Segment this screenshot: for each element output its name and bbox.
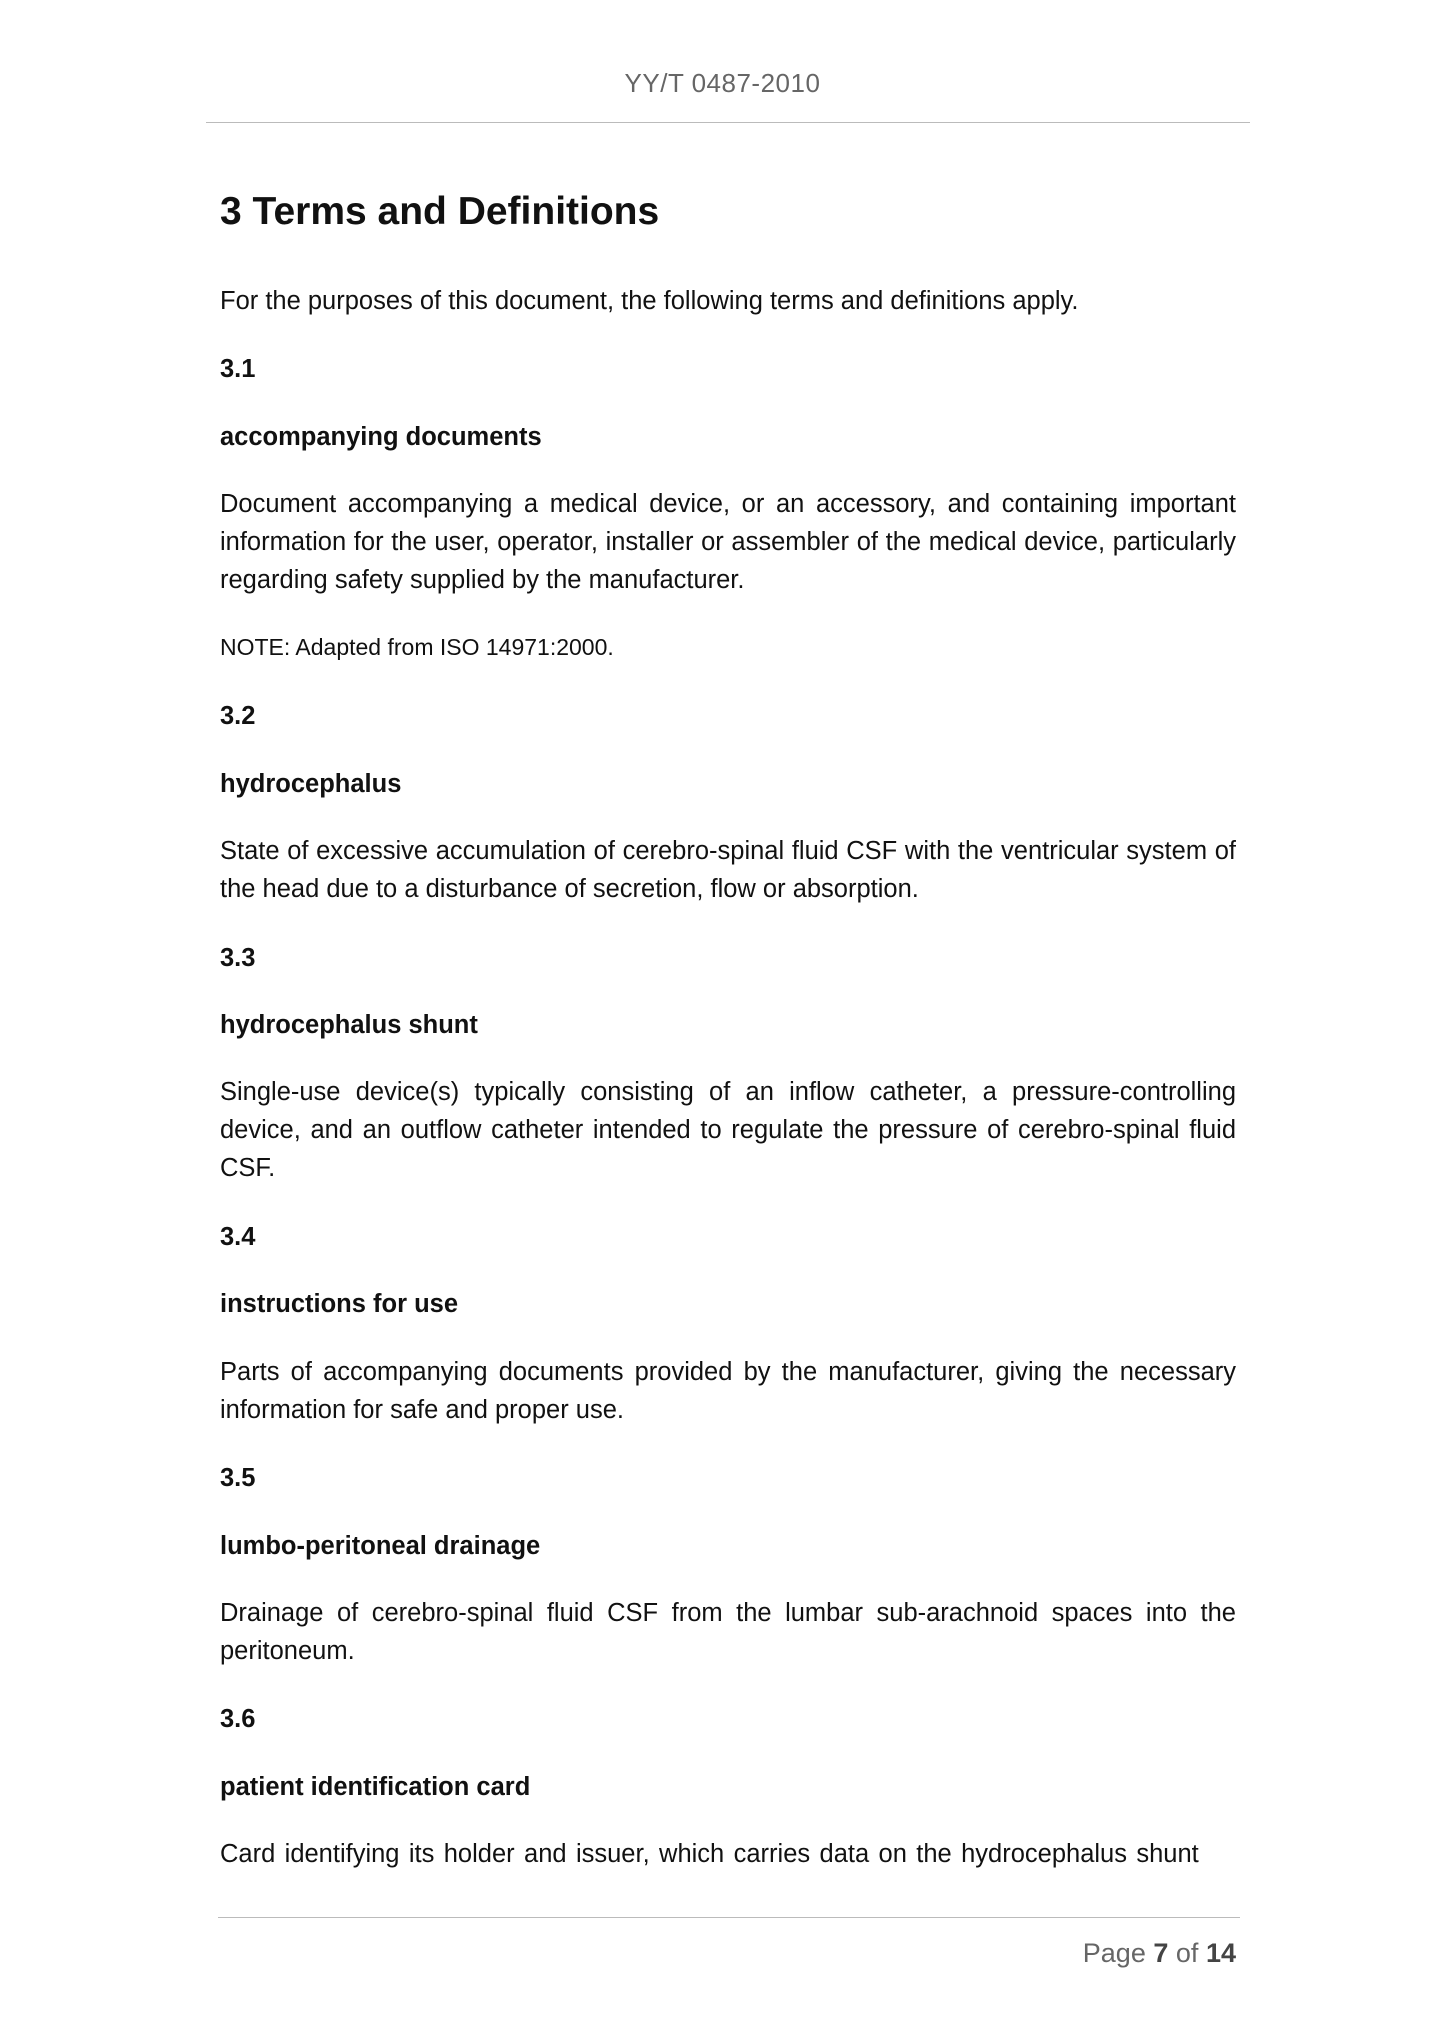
running-header: YY/T 0487-2010 xyxy=(624,68,821,98)
term-number: 3.6 xyxy=(220,1705,256,1733)
term-number: 3.4 xyxy=(220,1223,256,1251)
term-definition: Single-use device(s) typically consisting of an inflow catheter, a pressure-controlling device, and an outflow catheter intended to regulate the pressure of cerebro-spinal fluid CSF. xyxy=(220,1078,1236,1182)
term-definition: State of excessive accumulation of cerebro-spinal fluid CSF with the ventricular system of the head due to a disturbance of secretion, flow or absorption. xyxy=(220,837,1236,903)
header-divider xyxy=(206,122,1250,123)
term-definition: Parts of accompanying documents provided by the manufacturer, giving the necessary information for safe and proper use. xyxy=(220,1358,1236,1424)
term-name: instructions for use xyxy=(220,1290,459,1318)
page-number xyxy=(1083,1938,1236,1969)
term-name: hydrocephalus xyxy=(220,770,402,798)
term-number: 3.1 xyxy=(220,355,256,383)
page-word: Page xyxy=(1082,1938,1146,1968)
term-name: hydrocephalus shunt xyxy=(220,1011,478,1039)
term-number: 3.3 xyxy=(220,944,256,972)
current-page: 7 xyxy=(1153,1938,1169,1968)
section-intro: For the purposes of this document, the following terms and definitions apply. xyxy=(220,287,1079,315)
term-note: NOTE: Adapted from ISO 14971:2000. xyxy=(220,634,614,660)
term-name: patient identification card xyxy=(220,1773,531,1801)
term-number: 3.2 xyxy=(220,702,256,730)
term-definition: Drainage of cerebro-spinal fluid CSF from the lumbar sub-arachnoid spaces into the peritoneum. xyxy=(220,1599,1236,1665)
term-definition: Card identifying its holder and issuer, which carries data on the hydrocephalus shunt xyxy=(220,1840,1199,1868)
footer-divider xyxy=(218,1917,1240,1918)
term-name: lumbo-peritoneal drainage xyxy=(220,1532,541,1560)
term-definition: Document accompanying a medical device, or an accessory, and containing important information for the user, operator, installer or assembler of the medical device, particularly regarding safety supplied by the manufacturer. xyxy=(220,490,1236,594)
term-number: 3.5 xyxy=(220,1464,256,1492)
term-name: accompanying documents xyxy=(220,423,542,451)
total-pages: 14 xyxy=(1205,1938,1236,1968)
of-word: of xyxy=(1175,1938,1199,1968)
section-title: 3 Terms and Definitions xyxy=(220,190,660,233)
